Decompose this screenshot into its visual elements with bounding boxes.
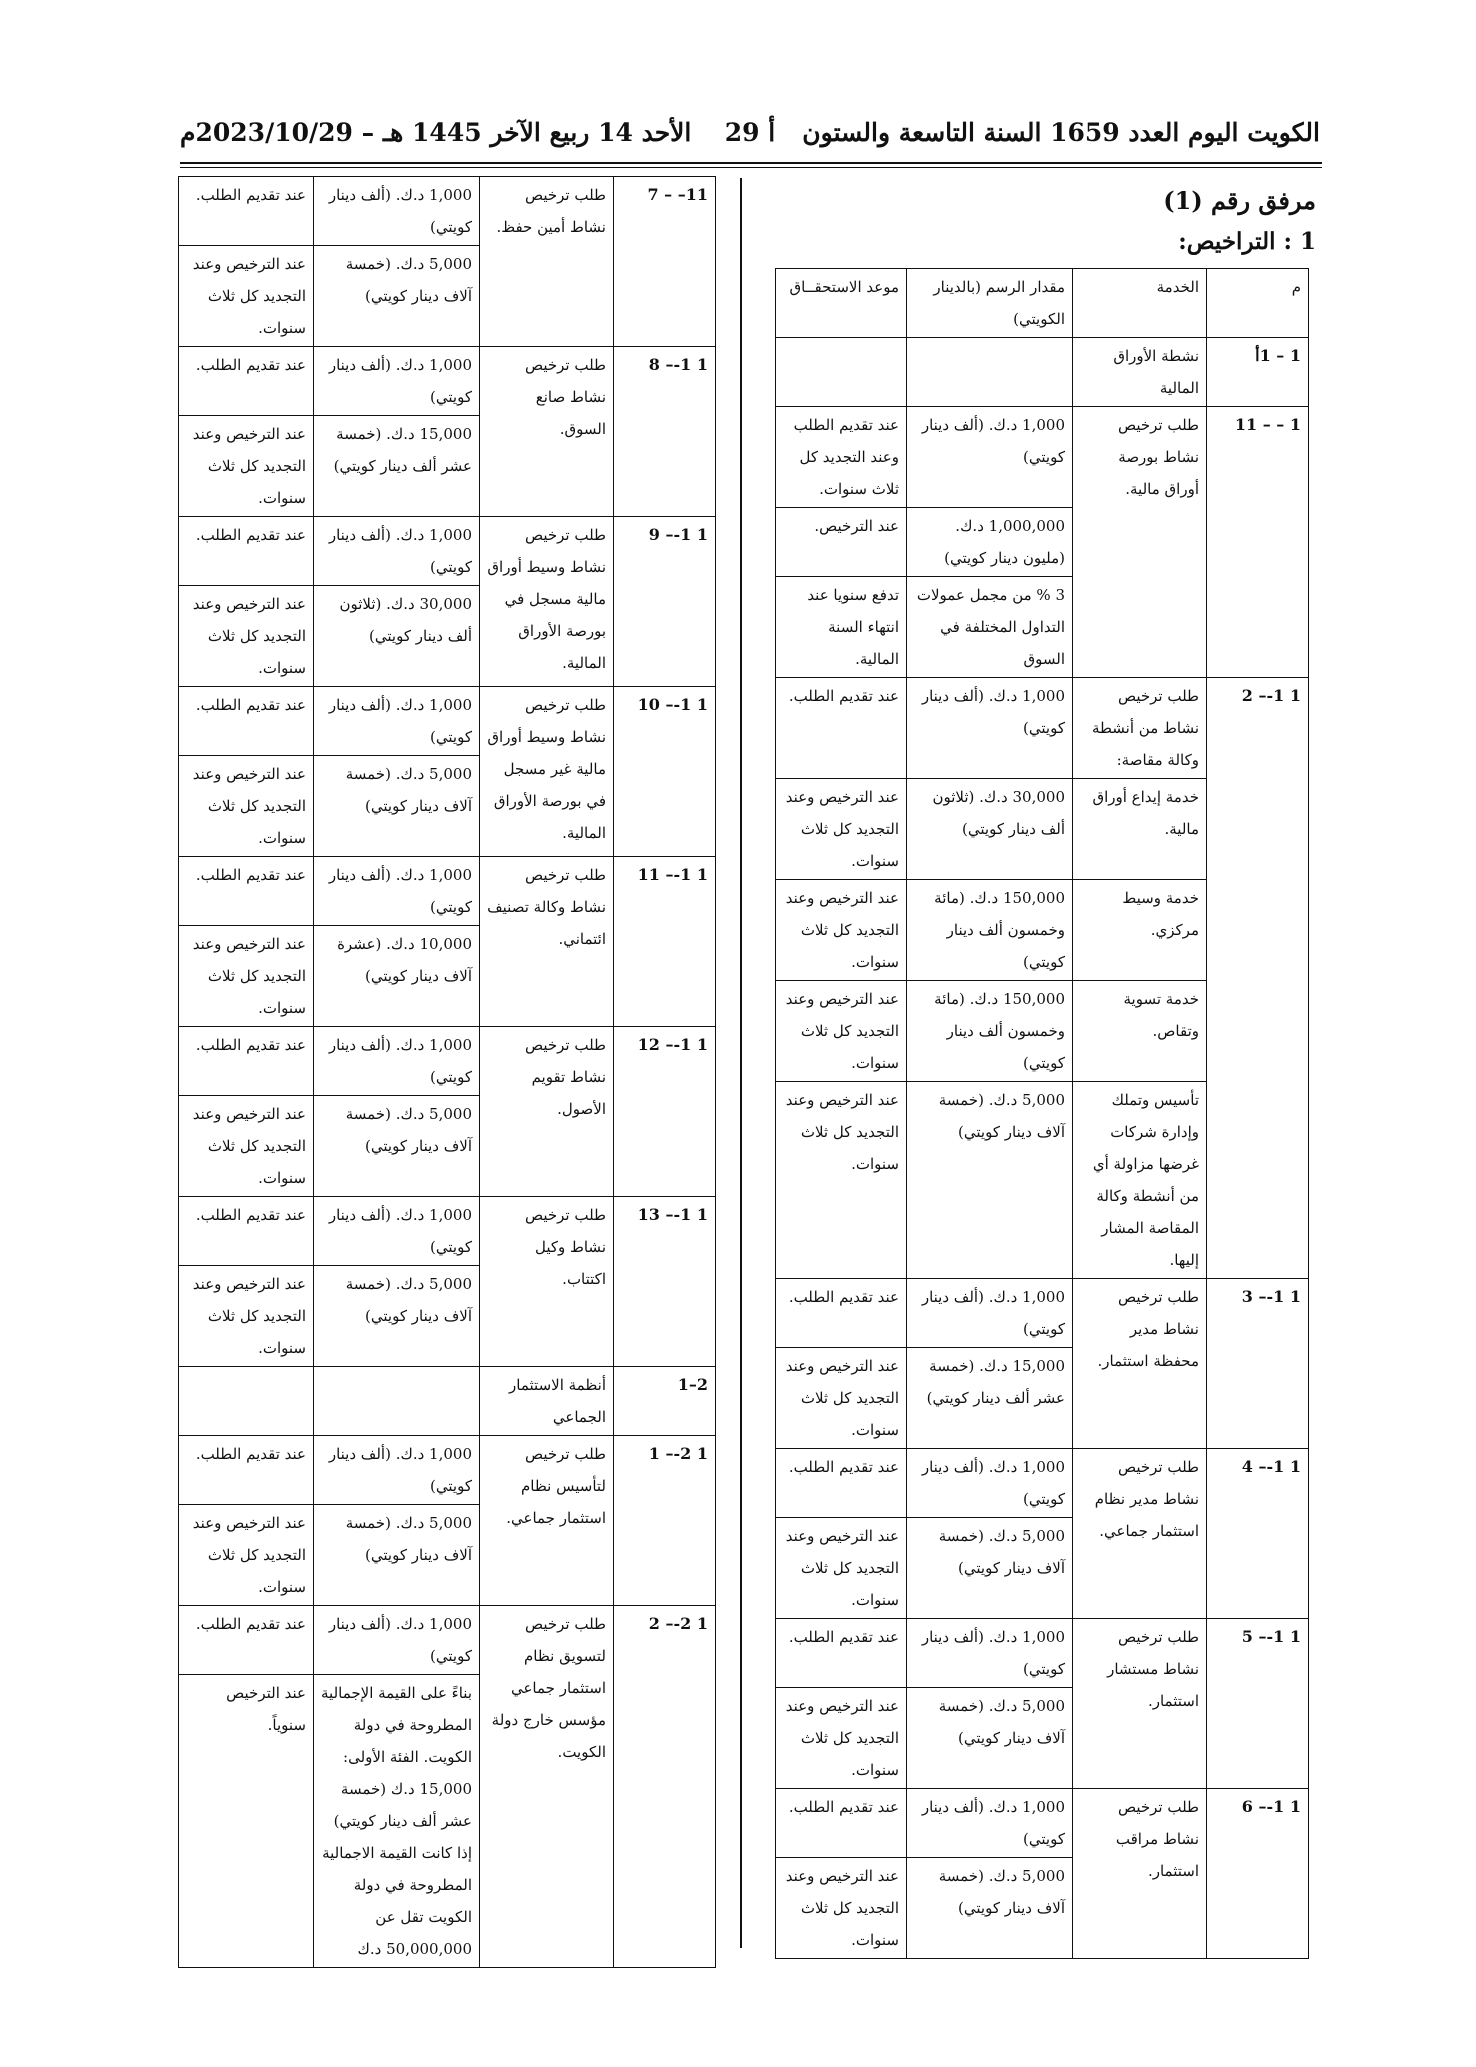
row-number: 1 – 1أ bbox=[1207, 338, 1309, 407]
service-cell: طلب ترخيص نشاط وسيط أوراق مالية غير مسجل في بورصة الأوراق المالية. bbox=[480, 687, 614, 857]
row-number: 2–1 bbox=[614, 1367, 716, 1436]
fee-cell: 5,000 د.ك. (خمسة آلاف دينار كويتي) bbox=[314, 1505, 480, 1606]
licenses-table-right bbox=[775, 268, 1309, 1959]
table-row bbox=[179, 1606, 716, 1675]
service-cell: خدمة تسوية وتقاص. bbox=[1073, 981, 1207, 1082]
service-cell: طلب ترخيص نشاط وكالة تصنيف ائتماني. bbox=[480, 857, 614, 1027]
fee-cell: 5,000 د.ك. (خمسة آلاف دينار كويتي) bbox=[314, 1266, 480, 1367]
service-cell: طلب ترخيص نشاط من أنشطة وكالة مقاصة: bbox=[1073, 678, 1207, 779]
due-cell: عند تقديم الطلب. bbox=[179, 1436, 314, 1505]
service-cell: طلب ترخيص نشاط صانع السوق. bbox=[480, 347, 614, 517]
due-cell: عند تقديم الطلب. bbox=[776, 1279, 907, 1348]
header-date: الأحد 14 ربيع الآخر 1445 هـ – 2023/10/29م bbox=[180, 118, 692, 147]
service-cell: طلب ترخيص نشاط أمين حفظ. bbox=[480, 177, 614, 347]
fee-cell: 5,000 د.ك. (خمسة آلاف دينار كويتي) bbox=[907, 1858, 1073, 1959]
table-row bbox=[776, 1279, 1309, 1348]
due-cell: عند الترخيص وعند التجديد كل ثلاث سنوات. bbox=[776, 880, 907, 981]
due-cell: عند الترخيص وعند التجديد كل ثلاث سنوات. bbox=[776, 779, 907, 880]
page-header bbox=[180, 118, 1320, 158]
service-cell: طلب ترخيص نشاط مدير محفظة استثمار. bbox=[1073, 1279, 1207, 1449]
fee-cell: 30,000 د.ك. (ثلاثون ألف دينار كويتي) bbox=[314, 586, 480, 687]
table-row bbox=[179, 347, 716, 416]
fee-cell: 15,000 د.ك. (خمسة عشر ألف دينار كويتي) bbox=[314, 416, 480, 517]
fee-cell: 5,000 د.ك. (خمسة آلاف دينار كويتي) bbox=[907, 1082, 1073, 1279]
table-row bbox=[179, 857, 716, 926]
fee-cell: 1,000 د.ك. (ألف دينار كويتي) bbox=[314, 687, 480, 756]
fee-cell: 1,000 د.ك. (ألف دينار كويتي) bbox=[314, 857, 480, 926]
due-cell: عند تقديم الطلب. bbox=[776, 1789, 907, 1858]
due-cell: عند تقديم الطلب. bbox=[179, 517, 314, 586]
due-cell: عند الترخيص وعند التجديد كل ثلاث سنوات. bbox=[179, 926, 314, 1027]
row-number: 11– – 7 bbox=[614, 177, 716, 347]
table-row bbox=[179, 177, 716, 246]
fee-cell: 1,000 د.ك. (ألف دينار كويتي) bbox=[907, 1449, 1073, 1518]
fee-cell: 1,000 د.ك. (ألف دينار كويتي) bbox=[314, 1027, 480, 1096]
fee-cell: 150,000 د.ك. (مائة وخمسون ألف دينار كويتي) bbox=[907, 880, 1073, 981]
table-row bbox=[776, 407, 1309, 508]
fee-cell: بناءً على القيمة الإجمالية المطروحة في دولة الكويت. الفئة الأولى: 15,000 د.ك (خمسة عشر ألف دينار كويتي) إذا كانت القيمة الاجمالية المطروحة في دولة الكويت تقل عن 50,000,000 د.ك bbox=[314, 1675, 480, 1968]
due-cell: عند الترخيص وعند التجديد كل ثلاث سنوات. bbox=[179, 586, 314, 687]
table-row bbox=[179, 1027, 716, 1096]
row-number: 1 1-– 3 bbox=[1207, 1279, 1309, 1449]
fee-cell: 1,000 د.ك. (ألف دينار كويتي) bbox=[907, 1789, 1073, 1858]
header-page-number: أ 29 bbox=[724, 118, 776, 147]
due-cell: عند الترخيص وعند التجديد كل ثلاث سنوات. bbox=[776, 1518, 907, 1619]
service-cell: أنظمة الاستثمار الجماعي bbox=[480, 1367, 614, 1436]
fee-cell: 5,000 د.ك. (خمسة آلاف دينار كويتي) bbox=[314, 756, 480, 857]
table-row bbox=[179, 517, 716, 586]
due-cell: عند تقديم الطلب. bbox=[179, 177, 314, 246]
service-cell: طلب ترخيص نشاط وكيل اكتتاب. bbox=[480, 1197, 614, 1367]
due-cell: عند تقديم الطلب. bbox=[179, 857, 314, 926]
fee-cell: 5,000 د.ك. (خمسة آلاف دينار كويتي) bbox=[314, 246, 480, 347]
header-rule bbox=[180, 162, 1322, 164]
due-cell: عند تقديم الطلب. bbox=[776, 1619, 907, 1688]
due-cell: عند تقديم الطلب وعند التجديد كل ثلاث سنوات. bbox=[776, 407, 907, 508]
table-row bbox=[776, 1789, 1309, 1858]
row-number: 1 – – 11 bbox=[1207, 407, 1309, 678]
row-number: 1 1-– 12 bbox=[614, 1027, 716, 1197]
header-m: م bbox=[1207, 269, 1309, 338]
fee-cell: 1,000 د.ك. (ألف دينار كويتي) bbox=[907, 1279, 1073, 1348]
licenses-title: 1 : التراخيص: bbox=[1178, 228, 1316, 255]
header-rule-thin bbox=[180, 167, 1322, 168]
section-row bbox=[179, 1367, 716, 1436]
fee-cell: 5,000 د.ك. (خمسة آلاف دينار كويتي) bbox=[314, 1096, 480, 1197]
service-cell: نشطة الأوراق المالية bbox=[1073, 338, 1207, 407]
due-cell: عند الترخيص وعند التجديد كل ثلاث سنوات. bbox=[179, 756, 314, 857]
service-cell: خدمة إيداع أوراق مالية. bbox=[1073, 779, 1207, 880]
column-separator bbox=[740, 178, 742, 1948]
due-cell: عند الترخيص وعند التجديد كل ثلاث سنوات. bbox=[776, 981, 907, 1082]
fee-cell: 3 % من مجمل عمولات التداول المختلفة في السوق bbox=[907, 577, 1073, 678]
service-cell: طلب ترخيص نشاط مراقب استثمار. bbox=[1073, 1789, 1207, 1959]
due-cell: عند الترخيص وعند التجديد كل ثلاث سنوات. bbox=[776, 1082, 907, 1279]
due-cell: عند تقديم الطلب. bbox=[179, 1027, 314, 1096]
due-cell: عند الترخيص وعند التجديد كل ثلاث سنوات. bbox=[776, 1858, 907, 1959]
due-cell: عند تقديم الطلب. bbox=[776, 678, 907, 779]
header-fee: مقدار الرسم (بالدينار الكويتي) bbox=[907, 269, 1073, 338]
fee-cell: 1,000 د.ك. (ألف دينار كويتي) bbox=[907, 407, 1073, 508]
due-cell: عند الترخيص وعند التجديد كل ثلاث سنوات. bbox=[179, 246, 314, 347]
due-cell: عند الترخيص وعند التجديد كل ثلاث سنوات. bbox=[179, 416, 314, 517]
due-cell: عند تقديم الطلب. bbox=[179, 687, 314, 756]
fee-cell: 1,000 د.ك. (ألف دينار كويتي) bbox=[314, 1197, 480, 1266]
fee-cell: 1,000 د.ك. (ألف دينار كويتي) bbox=[314, 177, 480, 246]
fee-cell: 1,000 د.ك. (ألف دينار كويتي) bbox=[314, 517, 480, 586]
service-cell: طلب ترخيص نشاط مستشار استثمار. bbox=[1073, 1619, 1207, 1789]
row-number: 1 1-– 2 bbox=[1207, 678, 1309, 1279]
fee-cell: 1,000 د.ك. (ألف دينار كويتي) bbox=[314, 1436, 480, 1505]
table-row bbox=[776, 1449, 1309, 1518]
fee-cell: 10,000 د.ك. (عشرة آلاف دينار كويتي) bbox=[314, 926, 480, 1027]
row-number: 1 1-– 8 bbox=[614, 347, 716, 517]
licenses-table-left bbox=[178, 176, 716, 1968]
due-cell: عند تقديم الطلب. bbox=[179, 1606, 314, 1675]
header-service: الخدمة bbox=[1073, 269, 1207, 338]
table-row bbox=[776, 1619, 1309, 1688]
fee-cell: 5,000 د.ك. (خمسة آلاف دينار كويتي) bbox=[907, 1688, 1073, 1789]
fee-cell: 1,000 د.ك. (ألف دينار كويتي) bbox=[907, 678, 1073, 779]
table-row bbox=[179, 687, 716, 756]
fee-cell: 1,000,000 د.ك. (مليون دينار كويتي) bbox=[907, 508, 1073, 577]
table-header-row bbox=[776, 269, 1309, 338]
fee-cell: 1,000 د.ك. (ألف دينار كويتي) bbox=[907, 1619, 1073, 1688]
due-cell: عند الترخيص سنوياً. bbox=[179, 1675, 314, 1968]
due-cell: عند الترخيص. bbox=[776, 508, 907, 577]
due-cell: عند الترخيص وعند التجديد كل ثلاث سنوات. bbox=[179, 1096, 314, 1197]
service-cell: طلب ترخيص لتسويق نظام استثمار جماعي مؤسس خارج دولة الكويت. bbox=[480, 1606, 614, 1968]
fee-cell: 150,000 د.ك. (مائة وخمسون ألف دينار كويتي) bbox=[907, 981, 1073, 1082]
row-number: 1 1-– 10 bbox=[614, 687, 716, 857]
row-number: 1 1-– 4 bbox=[1207, 1449, 1309, 1619]
row-number: 1 1-– 6 bbox=[1207, 1789, 1309, 1959]
fee-cell: 5,000 د.ك. (خمسة آلاف دينار كويتي) bbox=[907, 1518, 1073, 1619]
due-cell: عند تقديم الطلب. bbox=[179, 1197, 314, 1266]
header-due: موعد الاستحقــاق bbox=[776, 269, 907, 338]
header-issue: الكويت اليوم العدد 1659 السنة التاسعة والستون bbox=[802, 118, 1320, 147]
due-cell: عند تقديم الطلب. bbox=[179, 347, 314, 416]
fee-cell: 1,000 د.ك. (ألف دينار كويتي) bbox=[314, 1606, 480, 1675]
row-number: 1 1-– 5 bbox=[1207, 1619, 1309, 1789]
table-row bbox=[179, 1436, 716, 1505]
due-cell: عند الترخيص وعند التجديد كل ثلاث سنوات. bbox=[776, 1688, 907, 1789]
attachment-title: مرفق رقم (1) bbox=[1163, 186, 1316, 215]
fee-cell: 30,000 د.ك. (ثلاثون ألف دينار كويتي) bbox=[907, 779, 1073, 880]
due-cell: تدفع سنويا عند انتهاء السنة المالية. bbox=[776, 577, 907, 678]
fee-cell: 15,000 د.ك. (خمسة عشر ألف دينار كويتي) bbox=[907, 1348, 1073, 1449]
service-cell: طلب ترخيص نشاط بورصة أوراق مالية. bbox=[1073, 407, 1207, 678]
due-cell: عند الترخيص وعند التجديد كل ثلاث سنوات. bbox=[776, 1348, 907, 1449]
row-number: 1 1-– 11 bbox=[614, 857, 716, 1027]
due-cell: عند الترخيص وعند التجديد كل ثلاث سنوات. bbox=[179, 1505, 314, 1606]
service-cell: طلب ترخيص نشاط وسيط أوراق مالية مسجل في بورصة الأوراق المالية. bbox=[480, 517, 614, 687]
service-cell: تأسيس وتملك وإدارة شركات غرضها مزاولة أي من أنشطة وكالة المقاصة المشار إليها. bbox=[1073, 1082, 1207, 1279]
row-number: 1 1-– 13 bbox=[614, 1197, 716, 1367]
due-cell: عند الترخيص وعند التجديد كل ثلاث سنوات. bbox=[179, 1266, 314, 1367]
service-cell: خدمة وسيط مركزي. bbox=[1073, 880, 1207, 981]
row-number: 1 2-– 1 bbox=[614, 1436, 716, 1606]
service-cell: طلب ترخيص لتأسيس نظام استثمار جماعي. bbox=[480, 1436, 614, 1606]
due-cell: عند تقديم الطلب. bbox=[776, 1449, 907, 1518]
fee-cell: 1,000 د.ك. (ألف دينار كويتي) bbox=[314, 347, 480, 416]
table-row bbox=[776, 678, 1309, 779]
table-row bbox=[179, 1197, 716, 1266]
service-cell: طلب ترخيص نشاط تقويم الأصول. bbox=[480, 1027, 614, 1197]
service-cell: طلب ترخيص نشاط مدير نظام استثمار جماعي. bbox=[1073, 1449, 1207, 1619]
table-row bbox=[776, 338, 1309, 407]
row-number: 1 2-– 2 bbox=[614, 1606, 716, 1968]
row-number: 1 1-– 9 bbox=[614, 517, 716, 687]
